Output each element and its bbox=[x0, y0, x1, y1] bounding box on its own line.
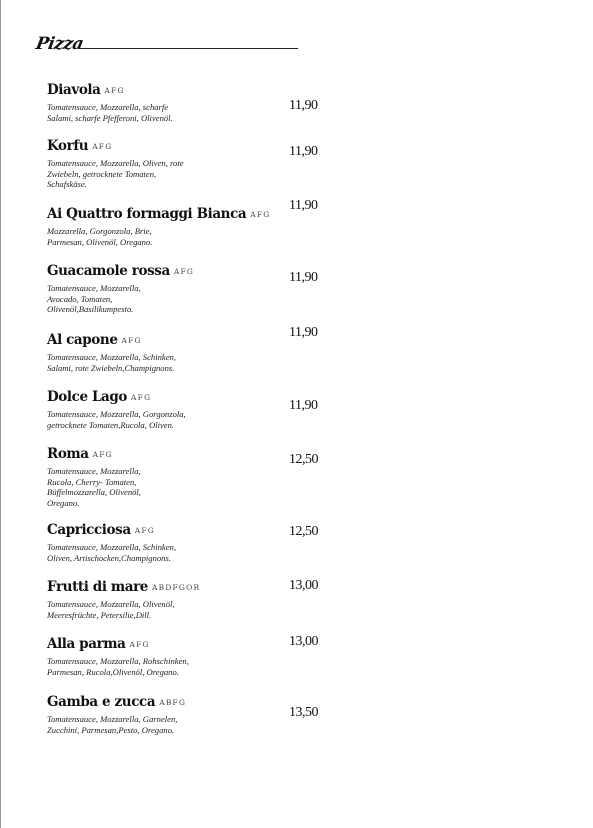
description-line: Tomatensauce, Mozzarella, scharfe bbox=[47, 102, 169, 112]
item-name: Ai Quattro formaggi Bianca bbox=[47, 206, 247, 222]
description-line: Mozzarella, Gorgonzola, Brie, bbox=[47, 226, 152, 236]
item-name: Diavola bbox=[47, 82, 101, 98]
item-description bbox=[47, 226, 577, 247]
description-line: Tomatensauce, Mozzarella, Schinken, bbox=[47, 352, 176, 362]
allergen-codes: AFG bbox=[92, 450, 113, 459]
allergen-codes: ABDFGOR bbox=[151, 583, 201, 592]
item-description bbox=[47, 542, 577, 563]
description-line: Avocado, Tomaten, bbox=[47, 293, 113, 304]
description-line: Tomatensauce, Mozzarella, bbox=[47, 466, 141, 476]
item-description bbox=[47, 283, 577, 315]
allergen-codes: ABFG bbox=[159, 698, 187, 707]
description-line: Tomatensauce, Mozzarella, bbox=[47, 283, 141, 293]
item-description bbox=[47, 352, 577, 373]
description-line: Büffelmozzarella, Olivenöl, bbox=[47, 487, 141, 497]
item-price: 13,00 bbox=[289, 578, 318, 593]
allergen-codes: AFG bbox=[129, 640, 150, 649]
section-title-rule bbox=[78, 48, 298, 49]
allergen-codes: AFG bbox=[250, 210, 271, 219]
description-line: Tomatensauce, Mozzarella, Oliven, rote bbox=[47, 158, 184, 168]
description-line: Parmesan, Rucola,Olivenöl, Oregano. bbox=[47, 666, 179, 677]
page-left-edge bbox=[0, 0, 1, 828]
description-line: Tomatensauce, Mozzarella, Olivenöl, bbox=[47, 599, 175, 609]
allergen-codes: AFG bbox=[92, 142, 113, 151]
allergen-codes: AFG bbox=[131, 393, 152, 402]
description-line: getrocknete Tomaten,Rucola, Oliven. bbox=[47, 419, 175, 430]
item-price: 11,90 bbox=[289, 270, 318, 285]
description-line: Rucola, Cherry- Tomaten, bbox=[47, 476, 137, 487]
description-line: Oregano. bbox=[47, 497, 80, 508]
item-name: Alla parma bbox=[47, 636, 126, 652]
item-name: Al capone bbox=[47, 332, 118, 348]
description-line: Salami, rote Zwiebeln,Champignons. bbox=[47, 362, 175, 373]
section-title: Pizza bbox=[34, 34, 85, 54]
allergen-codes: AFG bbox=[104, 86, 125, 95]
item-name: Roma bbox=[47, 446, 89, 462]
allergen-codes: AFG bbox=[173, 267, 195, 276]
description-line: Salami, scharfe Pfefferoni, Olivenöl. bbox=[47, 112, 173, 123]
item-price: 11,90 bbox=[289, 98, 318, 113]
item-price: 11,90 bbox=[289, 325, 318, 340]
description-line: Schafskäse. bbox=[47, 179, 87, 189]
item-price: 13,00 bbox=[289, 634, 318, 649]
description-line: Meeresfrüchte, Petersilie,Dill. bbox=[47, 609, 152, 620]
item-price: 11,90 bbox=[289, 198, 318, 213]
item-description bbox=[47, 158, 577, 190]
item-price: 11,90 bbox=[289, 144, 318, 159]
description-line: Tomatensauce, Mozzarella, Gorgonzola, bbox=[47, 409, 186, 419]
item-price: 12,50 bbox=[289, 452, 318, 467]
description-line: Tomatensauce, Mozzarella, Garnelen, bbox=[47, 714, 178, 724]
description-line: Zucchini, Parmesan,Pesto, Oregano. bbox=[47, 724, 175, 735]
item-price: 13,50 bbox=[289, 705, 318, 720]
description-line: Tomatensauce, Mozzarella, Rohschinken, bbox=[47, 656, 189, 666]
item-description bbox=[47, 599, 577, 620]
allergen-codes: AFG bbox=[134, 526, 155, 535]
description-line: Olivenöl,Basilikumpesto. bbox=[47, 304, 134, 314]
item-description bbox=[47, 656, 577, 677]
item-name: Guacamole rossa bbox=[47, 263, 170, 279]
item-name: Gamba e zucca bbox=[47, 694, 156, 710]
item-name: Capricciosa bbox=[47, 522, 131, 538]
item-description bbox=[47, 466, 577, 508]
item-price: 12,50 bbox=[289, 524, 318, 539]
description-line: Tomatensauce, Mozzarella, Schinken, bbox=[47, 542, 176, 552]
description-line: Parmesan, Olivenöl, Oregano. bbox=[47, 236, 153, 247]
item-name: Dolce Lago bbox=[47, 389, 128, 405]
item-name: Frutti di mare bbox=[47, 579, 148, 595]
allergen-codes: AFG bbox=[121, 336, 142, 345]
item-price: 11,90 bbox=[289, 398, 318, 413]
description-line: Zwiebeln, getrocknete Tomaten, bbox=[47, 168, 157, 179]
item-name: Korfu bbox=[47, 138, 89, 154]
description-line: Oliven, Artischocken,Champignons. bbox=[47, 552, 171, 563]
